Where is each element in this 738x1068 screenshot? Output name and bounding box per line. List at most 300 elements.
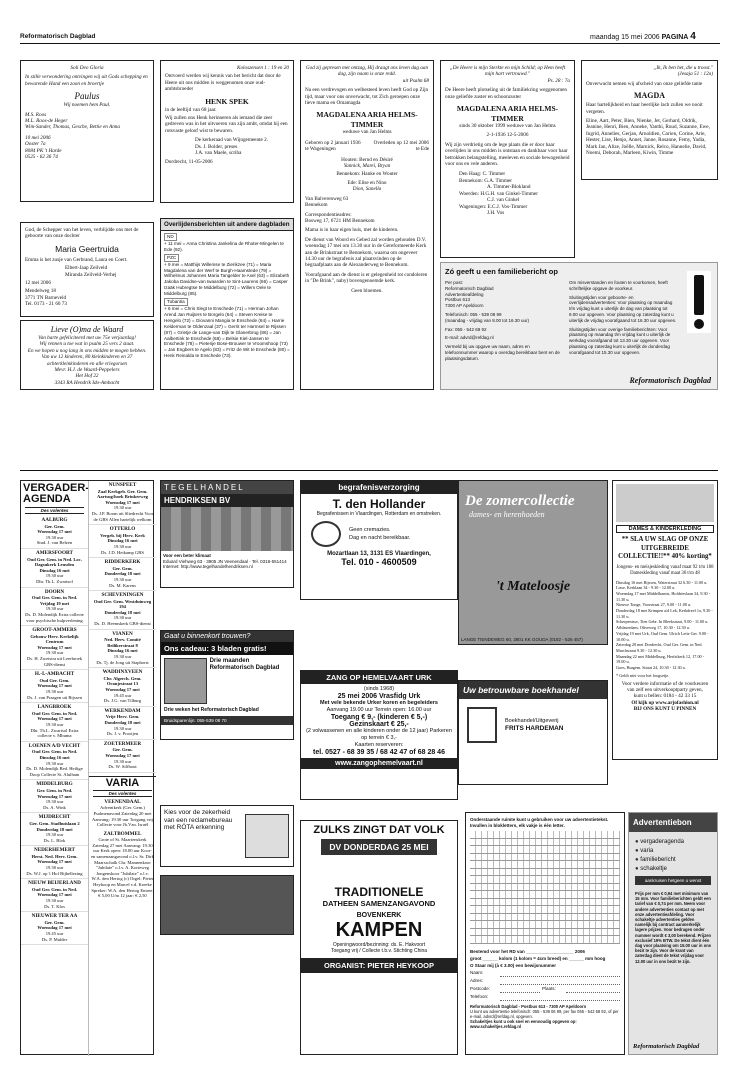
no-flowers: Geen bloemen. xyxy=(351,287,383,294)
phone-line: 0525 - 62 36 74 xyxy=(25,154,58,161)
agenda-kerk: Ger. Gem. xyxy=(44,919,65,925)
zang-hemelvaart-ad xyxy=(300,670,458,800)
varia-title: VARIA xyxy=(89,776,156,789)
zulks-title: ZULKS ZINGT DAT VOLK xyxy=(313,824,445,836)
dames-foot: van zelf een uitverkooptparty geven, xyxy=(627,687,703,694)
agenda-spr: Ds. Tj. de Jong uit Staphorst xyxy=(96,659,149,665)
agenda-title: VERGADER- xyxy=(23,482,90,494)
tdh-top: begrafenisverzorging xyxy=(301,481,457,494)
agenda-place: WADDINXVEEN xyxy=(102,669,143,676)
exclamation-icon xyxy=(687,271,711,333)
info-left: Advertentieafdeling xyxy=(445,291,484,297)
agenda-place: H.-I.-AMBACHT xyxy=(34,671,75,678)
dames-date-line: Afblaserdam, Oliveweg 17, 10.30 - 12.30 u. xyxy=(616,625,690,631)
kampen-sub: Openingwoord/bezinning: ds. E. Hakvoort xyxy=(332,942,426,948)
adres-field[interactable] xyxy=(500,977,620,985)
agenda-dag: Donderdag 18 mei xyxy=(104,609,141,615)
agenda-spr: Ds. H. Zweistra uit Leerbroek GBS-dienst xyxy=(26,656,83,667)
letter-grid-row[interactable] xyxy=(470,891,620,899)
agenda-kerk: Oud Ger. Gem. in Ned. xyxy=(31,710,78,716)
agenda-kerk: Ger. Gem. xyxy=(112,747,133,753)
family-line: Bennekom: G.A. Timmer xyxy=(459,177,513,184)
letter-grid-row[interactable] xyxy=(470,936,620,944)
form-foot: U kunt uw advertentie telefonisch: 055 - 539 06 99, per fax 055 - 542 68 92, of per e-mail, advrd@refdag.nl, opgeven. xyxy=(470,1008,619,1019)
zang-line: Aanvang 19.00 uur Terrein open: 16.00 uur xyxy=(326,707,432,713)
boek-title: Uw betrouwbare boekhandel xyxy=(459,681,607,699)
tdh-sub: Begrafenissen in Vlaardingen, Rotterdam en omstreken. xyxy=(316,511,442,517)
address-line: 8084 PK 't Harde xyxy=(25,147,62,154)
address-line: 3771 TN Barneveld xyxy=(25,294,67,301)
bon-option[interactable]: ● schakeltje xyxy=(635,865,711,874)
obituary-list-tubantia: + 6 mei = Chris Slegt te Enschede (71) = Herman Johan Arend Jan Ruijters te Borgelo (64) = Steven Kreise te Hengelo (72) = Giovanni Mangia te Enschede (64) = Harrie Kelderman te Oldenzaal (37) = Gerrit ter Harmsel te Rijssen (87) = Grietje de Lange-van Dijk te Glanerbrug (86) = Jan Aalbertink te Enschede (68) = Belsie Kiel-Jansen te Enschede (78) = Pieterije Bose-Brouwer te Vroomshoop (73) = Jan Engbers te Agelo (83) = Fritz de Wit te Enschede (80) = Henk Reinalda te Enschede (73). xyxy=(164,305,290,359)
soli-deo-gloria: Soli Deo Gloria xyxy=(70,65,104,71)
bon-price: Prijs per mm € 0,94 met minimum van 15 mm. Voor familieberichten geldt een tarief van € 0,74 per mm. Neem voor andere advertenties contact op met onze advertentieafdeling. Voor schakeltje advertenties gelden namelijk bij contract aanmerkelijk lagere prijzen. Voor bedragen onder nummer wordt € 3,00 berekend. Prijzen exclusief 19% BTW. De tekst dient één dag voor plaatsing om 15.00 uur in ons bezit te zijn. Voor de krant van zaterdag dient de tekst vrijdag voor 12.00 uur in ons bezit te zijn. xyxy=(635,891,711,964)
agenda-tijd: 19.30 uur xyxy=(45,573,64,579)
letter-grid-row[interactable] xyxy=(470,846,620,854)
info-left: (maandag - vrijdag van 8.00 tot 16.30 uur) xyxy=(445,317,530,323)
info-left: Fax: 055 - 542 68 92 xyxy=(445,326,487,332)
form-bestemd: Bestemd voor het RD van ___________________ 2006 xyxy=(470,948,585,954)
signed-line: Ds. J. Bolder, preses xyxy=(195,143,238,150)
agenda-entry xyxy=(21,846,88,879)
varia-entry xyxy=(89,798,156,830)
letter-grid-row[interactable] xyxy=(470,854,620,862)
tegel-web: Internet: http://www.tegelhandelhendriksen.nl xyxy=(163,564,253,569)
quote-text: „De Heere is mijn Sterkte en mijn Schild; op Hem heeft mijn hart vertrouwd." xyxy=(449,65,566,78)
address-line: Van Balverenweg 63 xyxy=(305,195,349,202)
agenda-place: NEDERHEMERT xyxy=(33,847,76,854)
agenda-spr: Ds. M. Karens xyxy=(109,582,136,588)
child-name: Maria Geertruida xyxy=(55,243,119,254)
zomer-brand: 't Mateloosje xyxy=(495,579,571,594)
agenda-dag: Dinsdag 16 mei xyxy=(39,754,70,760)
family-line: Wageningen: E.C.J. Vos-Timmer xyxy=(459,203,528,210)
agenda-spr: Stud. J. van Belzen xyxy=(36,540,73,546)
death-notice-magda xyxy=(581,60,718,180)
dames-kinderkleding-ad xyxy=(612,480,718,760)
agenda-tijd: 19.30 uur xyxy=(45,799,64,805)
child-name-sub: Wij noemen hem Paul. xyxy=(63,102,111,109)
siblings-text: Emma is het zusje van Gerbrand, Laura en Coert. xyxy=(25,256,128,263)
agenda-spr: Dhr. Th.L. Zwartsol Extra collecte v. Mbuma xyxy=(30,727,79,739)
verse-ref: Koloszensen 1 : 19 en 20 xyxy=(236,65,289,71)
telefoon-field[interactable] xyxy=(500,993,620,1001)
agenda-place: LANGBROEK xyxy=(37,704,72,711)
agenda-dag: Dinsdag 16 mei xyxy=(39,567,70,573)
tdh-tel: Tel. 010 - 4600509 xyxy=(341,557,417,567)
agenda-entry xyxy=(89,740,156,773)
tegel-brand: HENDRIKSEN BV xyxy=(161,494,293,507)
death-notice-magdalena-family xyxy=(300,60,434,390)
zang-line: Kaarten reserveren: xyxy=(354,742,404,748)
quote-ref: uit Psalm 68 xyxy=(402,77,429,84)
agenda-spr: Dhr. Th.L. Zwartsol xyxy=(36,578,73,584)
birthday-title: Lieve (O)ma de Waard xyxy=(50,325,124,334)
agenda-tijd: 19.30 uur xyxy=(45,689,64,695)
deceased-name: MAGDALENA ARIA HELMS-TIMMER xyxy=(456,104,559,123)
agenda-place: VIANEN xyxy=(112,630,133,637)
boek-text: Boekhandel/Uitgeverij xyxy=(505,718,559,724)
agenda-place: AALBURG xyxy=(41,517,68,523)
deceased-name: HENK SPEK xyxy=(205,96,249,106)
agenda-dag: Donderdag 18 mei xyxy=(104,571,141,577)
rd-logo: Reformatorisch Dagblad xyxy=(633,1043,700,1050)
agenda-kerk: Oud Ger. Gem. in Ned. xyxy=(31,595,78,601)
info-left: Per post: xyxy=(445,280,464,285)
letter-grid-row[interactable] xyxy=(470,914,620,922)
bon-note: aankruisen hetgeen u wenst xyxy=(635,876,711,885)
birthday-text: Het Hof 22 xyxy=(75,373,99,380)
bon-option[interactable]: ● vergaderagenda xyxy=(635,838,711,847)
dames-title: DAMES & KINDERKLEDING xyxy=(616,525,714,533)
agenda-dag: Donderdag 18 mei xyxy=(36,826,73,832)
bruid-text: Drie maanden Reformatorisch Dagblad xyxy=(209,658,280,671)
agenda-spr: Ds. T. Klos xyxy=(44,903,65,909)
zulks-zingt-dat-volk-ad xyxy=(300,820,458,1055)
agenda-kerk: Vergeb. bij Herv. Kerk xyxy=(100,532,145,538)
bon-title: Advertentiebon xyxy=(629,813,717,832)
agenda-entry xyxy=(89,525,156,558)
form-postcode-label: Postcode: xyxy=(470,985,491,991)
agenda-tijd: 19.30 uur xyxy=(45,722,64,727)
obituary-list-pzc: + 9 mei = Matthijs Willemse te Zierikzee (71) = Maria Magdalena van der Werf te Burgh-Haamstede (79) = Wilhelmus Johannes Maria Tangelder te Axel (63) = Elizabeth Jakoba Davidse-van Iwaarden te Sint-Laurens (66) = Casper Izaäk Hubregtse te Middelburg (72) = Willem Oele te Middelburg (85). xyxy=(164,261,290,297)
agenda-place: OTTERLO xyxy=(109,526,136,533)
agenda-kerk: Gebouw Herv. Kerkelijk Centrum xyxy=(30,633,79,645)
letter-grid-row[interactable] xyxy=(470,839,620,847)
agenda-entry xyxy=(21,626,88,670)
agenda-spr: Ds. W. Silfhout xyxy=(108,764,137,770)
dames-date-line: Woensdag 17 mei Middelharnis, Hofdrieslaan 34, 9.30 - 11.30 u. xyxy=(616,590,711,602)
birthday-text: 3343 RA Hendrik Ido-Ambacht xyxy=(54,379,120,386)
birth-announcement-paulus xyxy=(20,60,154,202)
agenda-dag: Dinsdag 16 mei xyxy=(107,648,138,654)
bruid-sub: Drie weken het Reformatorisch Dagblad xyxy=(164,707,259,713)
agenda-dag: Woensdag 17 mei xyxy=(37,716,72,722)
agenda-dag: Vrijdag 19 mei xyxy=(39,600,69,606)
zang-web: www.zangophemelvaart.nl xyxy=(301,758,457,769)
agenda-dag: Woensdag 17 mei xyxy=(37,925,72,931)
section-divider xyxy=(20,470,718,471)
zang-line: Met vele bekende Urker koren en begeleiders xyxy=(320,700,438,706)
agenda-entry xyxy=(21,813,88,846)
agenda-kerk: Ned. Herv. Comité Beilikerstraat 8 xyxy=(104,637,141,648)
deceased-name: MAGDALENA ARIA HELMS-TIMMER xyxy=(316,110,418,129)
phone-line: Tel. 0173 - 21 60 73 xyxy=(25,301,67,308)
agenda-entry xyxy=(89,630,156,669)
dames-foot: kunt u bellen: 0184 - 42 33 15 xyxy=(633,693,697,700)
agenda-place: GROOT-AMMERS xyxy=(32,627,77,634)
tdh-c2: Dag en nacht bereikbaar. xyxy=(349,535,411,541)
intro-text: Na een verdrevogen en welbesteed leven heeft God op Zijn tijd, maar voor ons onverwacht, tot Zich geroepen onze lieve mama en Omamagda xyxy=(305,87,429,107)
tegel-title: TEGELHANDEL xyxy=(161,481,293,494)
letter-grid-row[interactable] xyxy=(470,876,620,884)
agenda-kerk: Oud Ger. Gem. in Ned. Loc. Dagsukerk Leusden xyxy=(27,556,82,568)
dames-date-line: Vrijdag 19 mei Urk, Oud Gem. Ulrich Leite Ger. 9.00 - 10.00 u. xyxy=(616,630,709,642)
varia-entry xyxy=(89,830,156,901)
age-text: in de leeftijd van 68 jaar. xyxy=(165,106,217,113)
postcode-field[interactable] xyxy=(500,985,540,993)
organist-text: ORGANIST: PIETER HEYKOOP xyxy=(301,958,457,973)
agenda-kerk: Ger. Gem. xyxy=(44,523,65,529)
intro-text: Onverwacht nemen wij afscheid van onze geliefde tante xyxy=(586,80,703,87)
agenda-entry xyxy=(21,742,88,781)
memorial-text: Haar hartelijkheid en haar heerlijke lach zullen we nooit vergeten. xyxy=(586,102,703,115)
agenda-tijd: 19.30 uur xyxy=(113,543,132,549)
agenda-dag: Woensdag 17 mei xyxy=(105,752,140,758)
date-line: 10 mei 2006 xyxy=(25,134,51,141)
info-right: Sluitingstijden voor geboorte- en overlijdensadvertenties: Voor plaatsing op maandag t/m vrijdag kunt u uiterlijk de dag van plaatsing tot 9.00 uur opgeven. Voor plaatsing op zaterdag kunt u uiterlijk de vrijdag voorafgaand tot 16.30 uur opgeven. xyxy=(569,294,677,323)
memorial-text: Wij zijn verdrietig om de lege plaats die er door haar overlijden in ons midden is ontstaan en dankbaar voor haar betrokken belangstelling, meeleven en sociale bewogenheid voor ons en vele anderen. xyxy=(445,141,570,168)
zang-line: (2 volwassenen en alle kinderen onder de 12 jaar) Parkeren op terrein € 3,- xyxy=(306,728,452,741)
varia-place: ZALTBOMMEL xyxy=(103,830,142,837)
info-left: Vermeld bij uw opgave uw naam, adres en telefoonnummer waarop u overdag bereikbaar bent en de plaatsingsdatum. xyxy=(445,344,560,361)
agenda-place: ZOETERMEER xyxy=(103,740,142,747)
tegel-foot: Voor een beter klimaat xyxy=(163,553,211,558)
form-naam-label: Naam: xyxy=(470,969,484,975)
obituaries-title: Overlijdensberichten uit andere dagbladen xyxy=(161,219,293,231)
parent-line: M.L. Roos-de Heger xyxy=(25,118,68,125)
zang-tel: tel. 0527 - 68 39 35 / 68 42 47 of 68 28 46 xyxy=(313,749,445,756)
family-line: Den Haag: C. Timmer xyxy=(459,171,506,178)
letter-grid-row[interactable] xyxy=(470,884,620,892)
boek-logo xyxy=(467,707,497,743)
zang-since: (sinds 1968) xyxy=(363,686,395,692)
agenda-dag: Woensdag 17 mei xyxy=(37,892,72,898)
birthday-text: Wij rennen u toe wat in psalm 25 vers 2 staat. xyxy=(39,341,135,348)
agenda-spr: Ds. W.J. op 't Hof Bijbellezing xyxy=(26,870,83,876)
boekenhuis-ad xyxy=(160,875,294,935)
born-text: Geboren op 2 januari 1936 te Wageningen xyxy=(305,139,361,153)
signed-line: De kerkeraad van Wijngemeente 2. xyxy=(195,137,269,144)
agenda-place: NIEUW BEIJERLAND xyxy=(28,880,81,887)
varia-tag: Des volentes xyxy=(93,790,152,797)
zang-title: ZANG OP HEMELVAART URK xyxy=(301,671,457,684)
agenda-kerk: Oud Ger. Gem. Westduinweg 194 xyxy=(93,598,152,610)
agenda-tijd: 19.30 uur xyxy=(113,654,132,660)
agenda-spr: Ds. D. Molendijk Extra collecte voor psychische hulpverlening xyxy=(25,611,84,623)
zang-line: Gezinskaart € 25,- xyxy=(349,721,409,728)
birthday-text: Mevr. H.J. de Waard-Peppelers xyxy=(54,367,120,374)
birthday-text: Van harte gefeliciteerd met uw 75e verjaardag! xyxy=(38,335,136,341)
intro-text: De Heere heeft plotseling uit de familiekring weggenomen onze geliefde zuster en schoonzuster xyxy=(445,87,568,100)
agenda-spr: Ds. J. v. Prooijen xyxy=(106,731,139,737)
intro-text: God, de Schepper van het leven, verblijdde ons met de geboorte van onze dochter xyxy=(25,227,139,240)
bon-option[interactable]: ● familiebericht xyxy=(635,856,711,865)
agenda-tag: Des volentes xyxy=(25,507,84,514)
agenda-tijd: 19.30 uur xyxy=(45,832,64,838)
agenda-dag: Woensdag 17 mei xyxy=(105,687,140,692)
agenda-spr: Ds. J.P. Boom uit Sliedrecht Voor de GBS Allen hartelijk welkom xyxy=(91,510,154,522)
deceased-sub: sinds 30 oktober 1999 weduwe van Jan Helms xyxy=(459,123,556,130)
letter-grid-row[interactable] xyxy=(470,921,620,929)
header-page-num: 4 xyxy=(690,31,696,42)
agenda-entry xyxy=(21,549,88,588)
letter-grid-row[interactable] xyxy=(470,906,620,914)
tegel-addr: Eduard Viehweg 63 · 3905 JN Veenendaal · Tel. 0318-551414 xyxy=(163,558,287,564)
death-notice-henk-spek xyxy=(160,60,294,203)
trad-sub: DATHEEN SAMENZANGAVOND xyxy=(322,899,436,908)
zomer-addr: LANGE TIENDEWEG 60, 2801 KK GOUDA (0182 - 526 457) xyxy=(461,637,583,642)
advertentie-order-form xyxy=(465,812,625,1055)
agenda-title: AGENDA xyxy=(23,493,71,505)
agenda-kerk: Herst. Ned. Herv. Gem. xyxy=(31,853,78,859)
birthday-text: Van uw 12 kinderen, 80 kleinkinderen en 37 achterkleinkinderen en alle vriegorsen xyxy=(41,354,133,367)
agenda-place: MIJDRECHT xyxy=(38,814,71,821)
zomer-subtitle: dames- en herenhoeden xyxy=(469,510,545,519)
agenda-tijd: 19.30 uur xyxy=(113,758,132,764)
agenda-entry xyxy=(89,707,156,740)
agenda-kerk: Chr. Algerch. Gem. Oranjestraat 13 xyxy=(103,675,142,687)
varia-place: VEENENDAAL xyxy=(104,798,141,805)
kies-text: Kies voor de zekerheid van een reclamebureau met RÓTA erkenning xyxy=(164,809,233,832)
trad-title: TRADITIONELE xyxy=(334,885,424,899)
info-right: Om misverstanden en fouten te voorkomen, heeft schriftelijke opgave de voorkeur. xyxy=(569,280,668,291)
agenda-tijd: 19.45 uur xyxy=(113,692,132,698)
agenda-spr: Ds. A. Wink xyxy=(43,804,66,810)
info-left: Reformatorisch Dagblad xyxy=(445,285,494,291)
agenda-dag: Dinsdag 16 mei xyxy=(107,538,138,544)
agenda-kerk: Oud Ger. Gem. in Ned. xyxy=(31,749,78,755)
agenda-kerk: Oud Ger. Gem. xyxy=(39,677,70,683)
child-name: Paulus xyxy=(74,91,100,102)
agenda-tijd: 19.30 uur xyxy=(45,760,64,766)
agenda-tijd: 19.30 uur xyxy=(45,650,64,656)
quote-ref: (Jesaja 51 : 12a) xyxy=(677,71,713,78)
deceased-name: MAGDA xyxy=(633,91,666,101)
agenda-kerk: Vrije Herv. Gem. xyxy=(105,714,140,720)
form-plaats-label: Plaats: xyxy=(542,985,556,991)
agenda-entry xyxy=(89,558,156,591)
header-rule xyxy=(20,43,720,44)
zomercollectie-ad xyxy=(458,480,608,645)
family-line: Bennekom: Hanke en Wouter xyxy=(336,171,398,178)
dames-sub: Jongens- en meisjeskleding vanaf maat 92 t/m 188 Dameskleding vanaf maat 36 t/m 48 xyxy=(616,564,714,576)
cadeau-text: Ons cadeau: 3 bladen gratis! xyxy=(161,642,293,655)
dames-foot: BIJ ONS KUNT U PINNEN xyxy=(633,705,697,712)
letter-grid-row[interactable] xyxy=(470,831,620,839)
other-newspaper-obituaries xyxy=(160,218,294,390)
life-dates: 2-1-1936 12-5-2006 xyxy=(486,132,529,139)
boek-name: FRITS HARDEMAN xyxy=(505,725,564,732)
dames-date-line: Donderdag 18 mei Krimpen a/d Lek, Kerkdreef 1a, 9.30 - 11.30 u. xyxy=(616,608,713,619)
address-line: Ooster 7a xyxy=(25,141,46,148)
birthday-announcement xyxy=(20,320,154,390)
info-left: Telefonisch: 055 - 539 08 99 xyxy=(445,311,502,317)
tdh-addr: Mozartlaan 13, 3131 ES Vlaardingen, xyxy=(327,551,431,557)
letter-grid xyxy=(470,831,620,944)
header-page-label: PAGINA xyxy=(661,34,689,41)
plaats-field[interactable] xyxy=(566,985,620,993)
agenda-spr: Ds. J. van Praagen uit Rijssen xyxy=(27,694,82,700)
agenda-spr: Ds. D. Molendijk Bed. Heilige Doop Collecte St. Alulham xyxy=(26,766,83,777)
form-foot: Schakeltjes kunt u ook snel en eenvoudig opgeven op: www.schakeltjes.refdag.nl xyxy=(470,1018,577,1029)
agenda-place: NIEUWER TER AA xyxy=(31,913,78,920)
dames-note: * Geldt niet voor het loogsetje. xyxy=(616,672,670,678)
info-left: 7300 AP Apeldoorn xyxy=(445,303,484,309)
agenda-dag: Donderdag 18 mei xyxy=(104,719,141,725)
tile-photo xyxy=(161,507,293,551)
agenda-entry xyxy=(21,912,88,945)
agenda-dag: Woensdag 17 mei xyxy=(37,644,72,650)
agenda-dag: Woensdag 17 mei xyxy=(37,793,72,799)
zang-date: 25 mei 2006 Vrasfidg Urk xyxy=(337,693,421,700)
obituary-list-nd: + 11 mei = Anna Christina Jankelina de Rhoter-Mingelen te Ede (92). xyxy=(164,240,284,252)
agenda-dag: Woensdag 17 mei xyxy=(37,859,72,865)
letter-grid-row[interactable] xyxy=(470,929,620,937)
rd-logo: Reformatorisch Dagblad xyxy=(629,376,711,385)
form-groot: groot ______ kolom (1 kolom = 4cm breed) en ______ mm hoog xyxy=(470,955,606,961)
parent-line: Elbert-Jaap Zeilveld xyxy=(65,265,108,272)
agenda-entry xyxy=(21,703,88,742)
address-line: Mendelweg 18 xyxy=(25,288,56,295)
parent-line: Wim-Sander, Thomas, Gesche, Bettie en Anna xyxy=(25,124,120,131)
rota-logo xyxy=(245,814,289,858)
form-adres-label: Adres: xyxy=(470,977,484,983)
family-line: C.J. van Ginkel xyxy=(487,197,520,204)
family-line: Houten: Bernd en Désiré xyxy=(341,156,393,163)
signed-line: J.A. van Maele, scriba xyxy=(195,150,242,157)
letter-grid-row[interactable] xyxy=(470,899,620,907)
family-line: A. Timmer-Blokland xyxy=(487,184,531,191)
parent-line: M.S. Roos xyxy=(25,111,47,118)
quote-ref: Ps. 28 : 7a xyxy=(547,77,570,84)
quote-text: „Ik, Ik ben het, die u troost." xyxy=(653,65,713,71)
info-left: E-mail: advrd@refdag.nl xyxy=(445,335,494,341)
dames-date-line: Nieuwe Tonge, Voorstraat 27, 9.00 - 11.00 u. xyxy=(616,602,692,608)
letter-grid-row[interactable] xyxy=(470,869,620,877)
dames-slogan: ** SLA UW SLAG OP ONZE UITGEBREIDE COLLECTIE!!** 40% korting* xyxy=(618,536,712,560)
quote-text: God zij gepresen met ontzag, Hij draagt ons leven dag aan dag, zijn naam is onze redd. xyxy=(305,65,429,78)
agenda-kerk: Zaal Kerkgeb. Ger. Gem. Aartsug/hoek Brinkerweg xyxy=(97,488,148,500)
info-right: Sluitingstijden voor overige familieberichten: Voor plaatsing op maandag t/m vrijdag kunt u uiterlijk de werkdag voorafgaand tot 13.30 uur opgeven. Voor plaatsing op zaterdag kunt u uiterlijk de donderdag voorafgaand tot 15.30 uur opgeven. xyxy=(569,326,671,355)
bruid-foot: Bruidsparenlijn: 055-539 08 70 xyxy=(161,716,293,725)
boven-text: BOVENKERK xyxy=(356,912,402,919)
naam-field[interactable] xyxy=(500,969,620,977)
dames-foot: Voor verdere informatie of de voorkeuren xyxy=(621,680,709,687)
agenda-place: MIDDELBURG xyxy=(36,781,73,788)
agenda-entry xyxy=(89,591,156,630)
agenda-place: WERKENDAM xyxy=(104,707,141,714)
agenda-kerk: Ger. Gem. Stadhuislaan 2 xyxy=(29,820,80,826)
family-line: Yannick, Marei, Bryan xyxy=(343,163,391,170)
source-pzc: PZC xyxy=(164,254,179,262)
dames-date-line: Lisse, Kerklaan 34 - 9.30 - 12.00 u. xyxy=(616,585,676,591)
agenda-entry xyxy=(89,668,156,707)
service-text: De dienst van Woord en Gebed zal worden gehouden D.V. woensdag 17 mei om 13.30 uur in de Gereformeerde Kerk aan de Brinkstraat te Bennekom, waarna om ongeveer 14.30 uur de begrafenis zal plaatsvinden op de begraafplaats aan de Alexanderweg te Bennekom. xyxy=(305,236,427,269)
bon-option[interactable]: ● varia xyxy=(635,847,711,856)
tegelhandel-ad xyxy=(160,480,294,588)
agenda-kerk: Ger. Gem. xyxy=(112,565,133,571)
agenda-tijd: 19.30 uur xyxy=(45,534,64,540)
agenda-dag: Woensdag 17 mei xyxy=(37,529,72,535)
kampen-sub2: Toegang vrij / Collecte t.b.v. Stichting China xyxy=(330,948,428,954)
letter-grid-row[interactable] xyxy=(470,861,620,869)
den-hollander-ad xyxy=(300,480,458,600)
family-line: Dion, Sanella xyxy=(352,186,382,193)
varia-text: Adventkerk (Ger. Gem.) Psalmenavond Zaterdag 20 mei Aanvang: 19.30 uur Toegang vrij Collecte voor Jb.Vzn. Israël xyxy=(92,805,153,828)
deceased-sub: weduwe van Jan Helms xyxy=(342,129,392,136)
source-tubantia: Tubantia xyxy=(164,298,188,306)
newspaper-image xyxy=(164,658,207,704)
header-date xyxy=(590,31,696,42)
boekhandel-ad xyxy=(458,680,608,785)
agenda-tijd: 19.30 uur xyxy=(113,725,132,731)
family-line: J.H. Vos xyxy=(487,209,505,216)
form-nummer[interactable]: O Staar mij (à € 3.00) een bewijsnummer xyxy=(470,962,557,968)
agenda-dag: Woensdag 17 mei xyxy=(37,683,72,689)
agenda-tijd: 19.30 uur xyxy=(45,898,64,904)
birth-announcement-maria xyxy=(20,222,154,317)
